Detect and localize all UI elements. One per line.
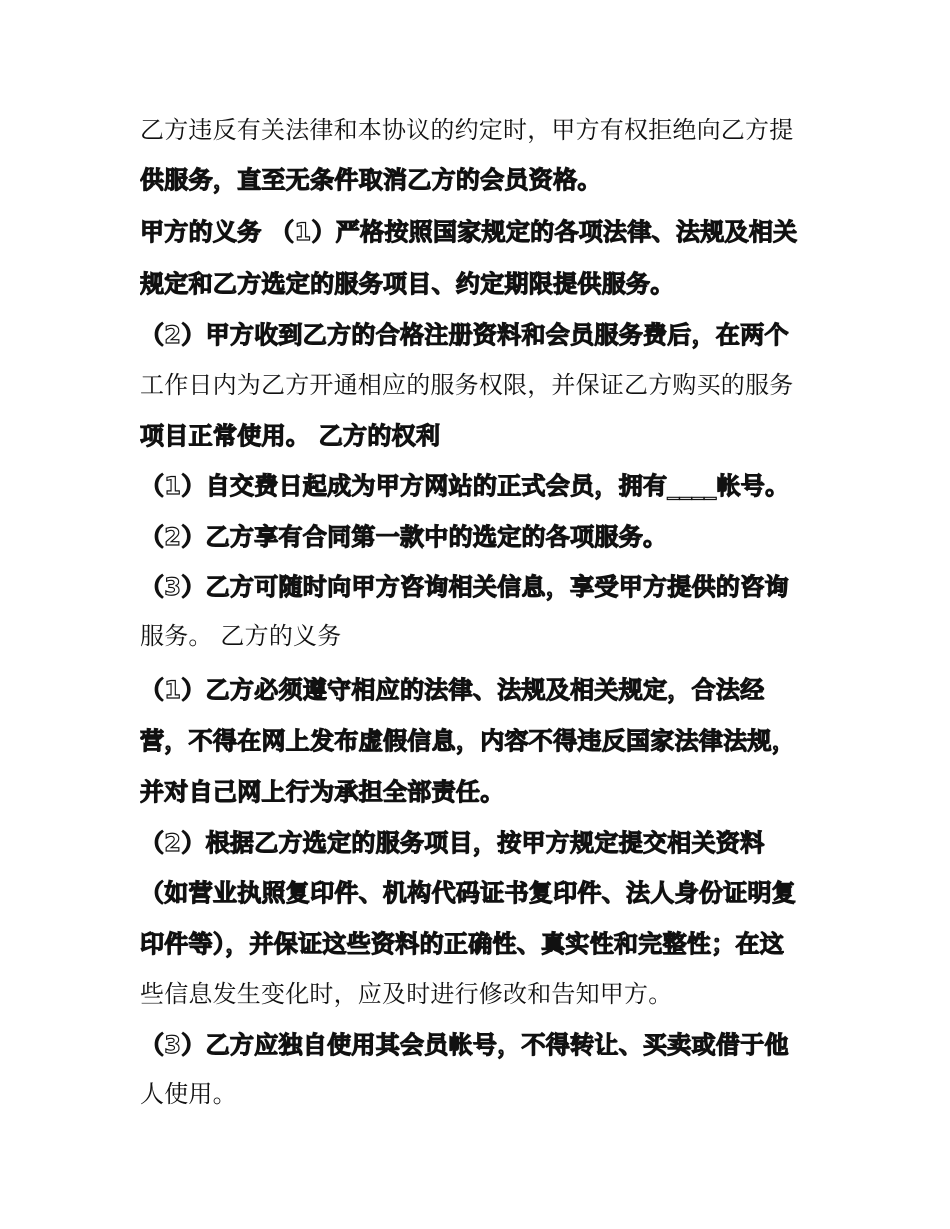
paragraph-line: （2）甲方收到乙方的合格注册资料和会员服务费后，在两个 [140, 321, 789, 349]
paragraph-line: 些信息发生变化时，应及时进行修改和告知甲方。 [140, 980, 673, 1008]
paragraph-line: （2）根据乙方选定的服务项目，按甲方规定提交相关资料 [140, 829, 765, 857]
paragraph-line: 规定和乙方选定的服务项目、约定期限提供服务。 [140, 270, 675, 298]
paragraph-line: （3）乙方可随时向甲方咨询相关信息，享受甲方提供的咨询 [140, 573, 789, 601]
paragraph-line: 服务。 乙方的义务 [140, 622, 342, 650]
paragraph-line: 项目正常使用。 乙方的权利 [140, 422, 441, 450]
paragraph-line: 印件等），并保证这些资料的正确性、真实性和完整性；在这 [140, 930, 785, 958]
paragraph-line: 人使用。 [140, 1080, 237, 1108]
paragraph-line: （如营业执照复印件、机构代码证书复印件、法人身份证明复 [140, 879, 797, 907]
paragraph-line: 营，不得在网上发布虚假信息，内容不得违反国家法律法规， [140, 727, 797, 755]
paragraph-line: （3）乙方应独自使用其会员帐号，不得转让、买卖或借于他 [140, 1031, 789, 1059]
paragraph-line: 工作日内为乙方开通相应的服务权限，并保证乙方购买的服务 [140, 371, 794, 399]
paragraph-line: （2）乙方享有合同第一款中的选定的各项服务。 [140, 523, 668, 551]
paragraph-line: （1）自交费日起成为甲方网站的正式会员，拥有____帐号。 [140, 472, 790, 500]
paragraph-line: 并对自己网上行为承担全部责任。 [140, 778, 505, 806]
paragraph-line: 供服务，直至无条件取消乙方的会员资格。 [140, 166, 602, 194]
paragraph-line: 甲方的义务 （1）严格按照国家规定的各项法律、法规及相关 [140, 218, 798, 246]
paragraph-line: （1）乙方必须遵守相应的法律、法规及相关规定，合法经 [140, 676, 765, 704]
paragraph-line: 乙方违反有关法律和本协议的约定时，甲方有权拒绝向乙方提 [140, 116, 794, 144]
